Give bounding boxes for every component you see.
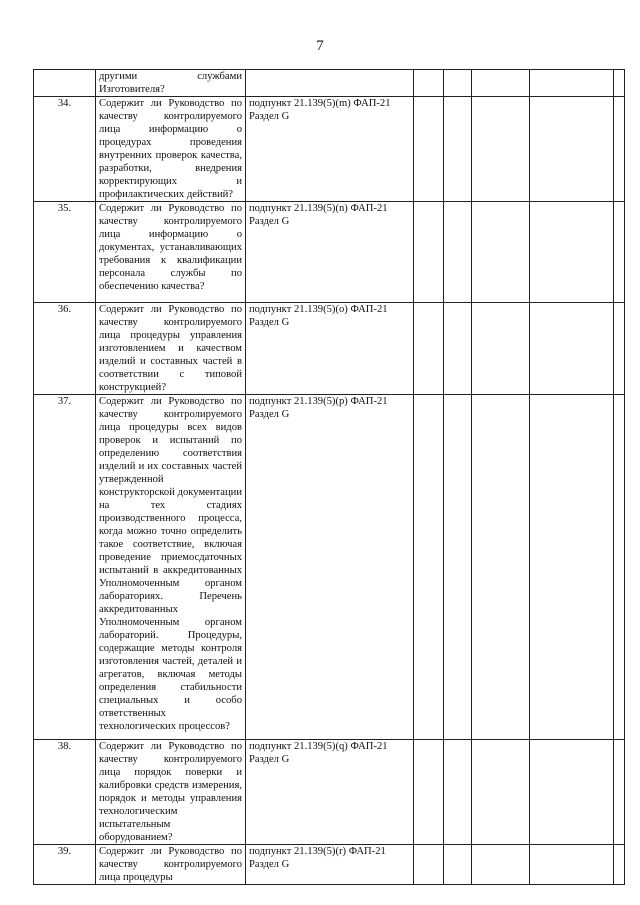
answer-cell — [614, 70, 625, 97]
answer-cell — [414, 845, 444, 885]
reference-section: Раздел G — [249, 754, 290, 765]
answer-cell — [444, 740, 472, 845]
question-text: Содержит ли Руководство по качеству контролируемого лица процедуры всех видов проверок и испытаний по определению соответствия изделий и их составных частей утвержденной конструкторской документации на тех стадиях производственного процесса, когда можно точно определить такое соответствие, включая проведение приемосдаточных испытаний в аккредитованных Уполномоченным органом лабораториях. Перечень аккредитованных Уполномоченным органом лабораторий. Процедуры, содержащие методы контроля изготовления частей, деталей и агрегатов, включая методы определения стабильности специальных и особо ответственных технологических процессов? — [96, 395, 246, 740]
reference-clause: подпункт 21.139(5)(q) ФАП-21 — [249, 741, 388, 752]
question-text: другими службами Изготовителя? — [96, 70, 246, 97]
answer-cell — [530, 97, 614, 202]
answer-cell — [444, 97, 472, 202]
reference-cell — [246, 395, 414, 740]
answer-cell — [530, 202, 614, 303]
answer-cell — [414, 202, 444, 303]
table-row — [34, 845, 625, 885]
answer-cell — [414, 740, 444, 845]
reference-cell — [246, 303, 414, 395]
table-row — [34, 395, 625, 740]
answer-cell — [614, 740, 625, 845]
answer-cell — [444, 845, 472, 885]
row-number: 36. — [34, 303, 96, 395]
table-row — [34, 70, 625, 97]
row-number — [34, 70, 96, 97]
row-number: 39. — [34, 845, 96, 885]
answer-cell — [472, 202, 530, 303]
question-text: Содержит ли Руководство по качеству контролируемого лица информацию о процедурах проведения внутренних проверок качества, разработки, внедрения корректирующих и профилактических действий? — [96, 97, 246, 202]
row-number: 34. — [34, 97, 96, 202]
answer-cell — [614, 845, 625, 885]
answer-cell — [614, 202, 625, 303]
page-number: 7 — [316, 38, 324, 54]
question-text: Содержит ли Руководство по качеству контролируемого лица информацию о документах, устанавливающих требования к квалификации персонала службы по обеспечению качества? — [96, 202, 246, 303]
question-text: Содержит ли Руководство по качеству контролируемого лица процедуры — [96, 845, 246, 885]
answer-cell — [444, 70, 472, 97]
answer-cell — [530, 70, 614, 97]
reference-section: Раздел G — [249, 111, 290, 122]
answer-cell — [414, 97, 444, 202]
answer-cell — [414, 70, 444, 97]
answer-cell — [472, 845, 530, 885]
row-number: 38. — [34, 740, 96, 845]
table-row — [34, 303, 625, 395]
reference-section: Раздел G — [249, 317, 290, 328]
table-row — [34, 97, 625, 202]
table-row — [34, 740, 625, 845]
answer-cell — [444, 395, 472, 740]
reference-section: Раздел G — [249, 859, 290, 870]
answer-cell — [614, 303, 625, 395]
reference-cell — [246, 97, 414, 202]
answer-cell — [444, 202, 472, 303]
answer-cell — [444, 303, 472, 395]
reference-section: Раздел G — [249, 409, 290, 420]
reference-clause: подпункт 21.139(5)(p) ФАП-21 — [249, 396, 388, 407]
answer-cell — [472, 303, 530, 395]
question-text: Содержит ли Руководство по качеству контролируемого лица порядок поверки и калибровки средств измерения, порядок и методы управления технологическим испытательным оборудованием? — [96, 740, 246, 845]
answer-cell — [472, 70, 530, 97]
reference-clause: подпункт 21.139(5)(o) ФАП-21 — [249, 304, 388, 315]
answer-cell — [530, 395, 614, 740]
answer-cell — [614, 97, 625, 202]
answer-cell — [530, 845, 614, 885]
answer-cell — [472, 97, 530, 202]
answer-cell — [472, 395, 530, 740]
reference-section: Раздел G — [249, 216, 290, 227]
table-row — [34, 202, 625, 303]
reference-cell — [246, 202, 414, 303]
reference-clause: подпункт 21.139(5)(r) ФАП-21 — [249, 846, 386, 857]
row-number: 37. — [34, 395, 96, 740]
question-text: Содержит ли Руководство по качеству контролируемого лица процедуры управления изготовлением и качеством изделий и составных частей в соответствии с типовой конструкцией? — [96, 303, 246, 395]
answer-cell — [414, 395, 444, 740]
answer-cell — [530, 740, 614, 845]
answer-cell — [530, 303, 614, 395]
answer-cell — [472, 740, 530, 845]
checklist-table — [33, 69, 625, 885]
reference-cell — [246, 845, 414, 885]
reference-clause: подпункт 21.139(5)(m) ФАП-21 — [249, 98, 391, 109]
row-number: 35. — [34, 202, 96, 303]
reference-cell — [246, 70, 414, 97]
reference-clause: подпункт 21.139(5)(n) ФАП-21 — [249, 203, 388, 214]
reference-cell — [246, 740, 414, 845]
answer-cell — [614, 395, 625, 740]
answer-cell — [414, 303, 444, 395]
